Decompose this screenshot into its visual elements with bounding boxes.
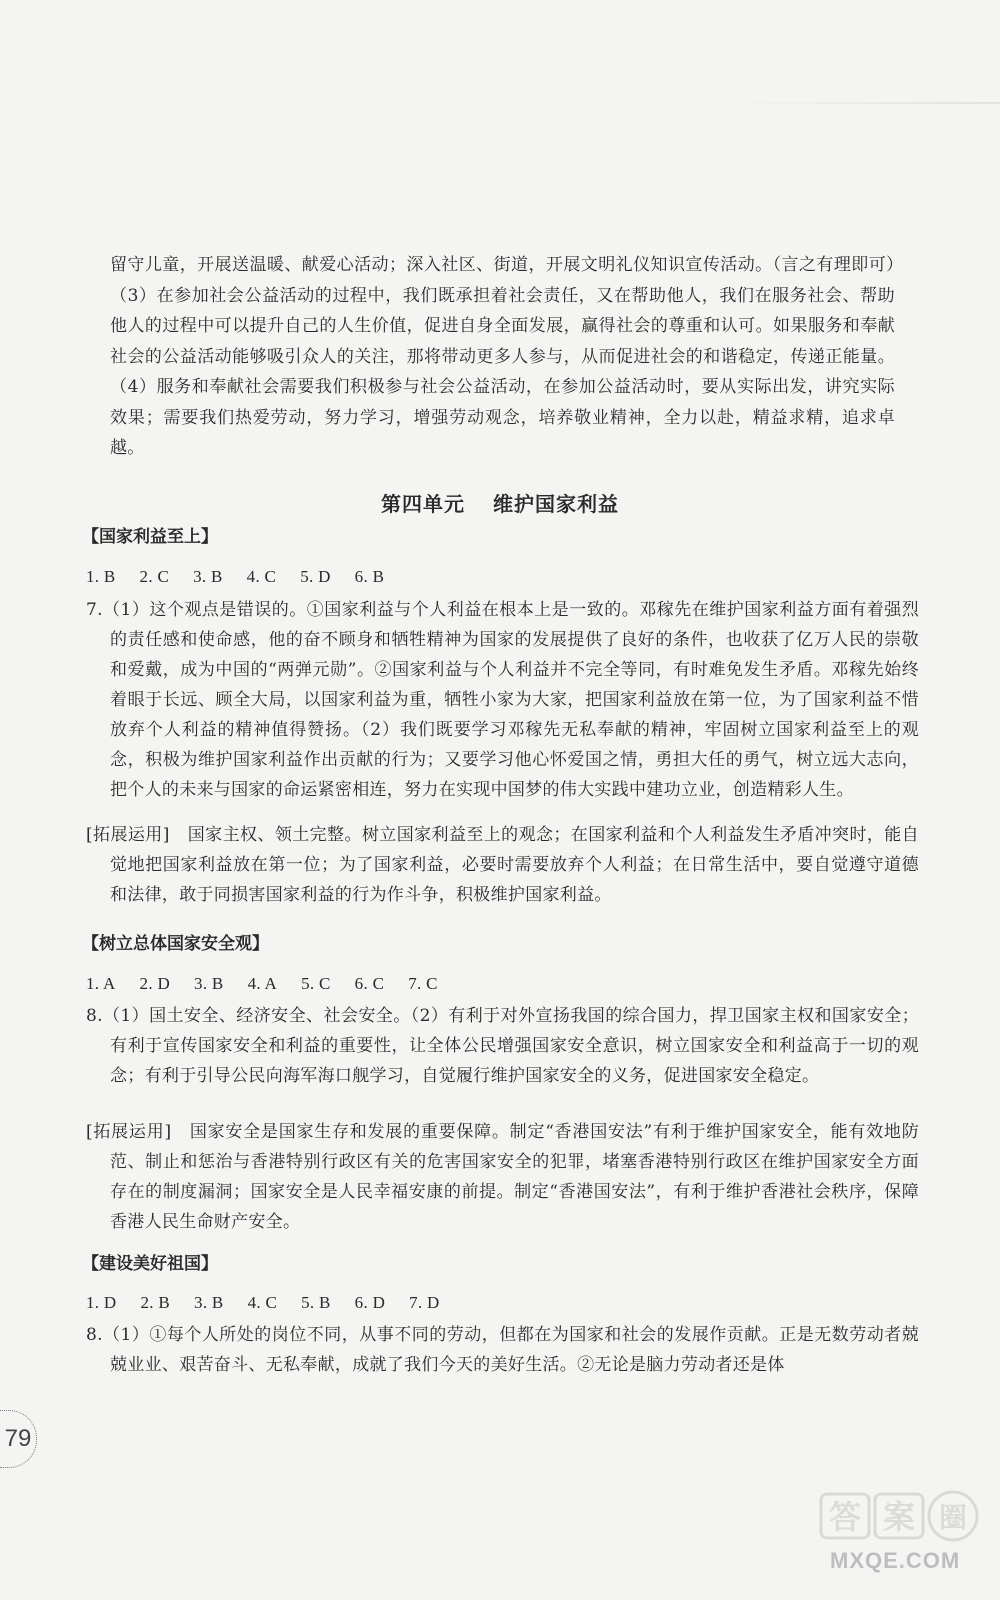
- choice-answer: 5. B: [301, 1293, 331, 1312]
- unit-title: [0, 488, 1000, 517]
- answer-paragraph: 8.（1）国土安全、经济安全、社会安全。（2）有利于对外宣扬我国的综合国力，捍卫国家主权和国家安全；有利于宣传国家安全和利益的重要性，让全体公民增强国家安全意识，树立国家安全和利益高于一切的观念；有利于引导公民向海军海口舰学习，自觉履行维护国家安全的义务，促进国家安全稳定。: [86, 1006, 919, 1086]
- answer-paragraph: 8.（1）①每个人所处的岗位不同，从事不同的劳动，但都在为国家和社会的发展作贡献。正是无数劳动者兢兢业业、艰苦奋斗、无私奉献，成就了我们今天的美好生活。②无论是脑力劳动者还是体: [86, 1325, 919, 1375]
- choice-answer: 5. D: [300, 567, 331, 586]
- section-heading-national-interest: 【国家利益至上】: [82, 527, 218, 547]
- choice-answer: 4. C: [247, 1293, 278, 1312]
- choice-answer: 1. D: [86, 1293, 117, 1312]
- extension-paragraph: [86, 1117, 919, 1237]
- extension-text: 国家安全是国家生存和发展的重要保障。制定“香港国安法”有利于维护国家安全，能有效地防范、制止和惩治与香港特别行政区有关的危害国家安全的犯罪，堵塞香港特别行政区在维护国家安全方面存在的制度漏洞；国家安全是人民幸福安康的前提。制定“香港国安法”，有利于维护香港社会秩序，保障香港人民生命财产安全。: [110, 1122, 919, 1232]
- choice-answer: 1. B: [86, 567, 116, 586]
- choice-answer: 2. B: [140, 1293, 171, 1312]
- choice-answers-row: [86, 1293, 464, 1313]
- watermark-logo: [815, 1486, 985, 1591]
- choice-answer: 1. A: [86, 974, 116, 993]
- section-heading-security: 【树立总体国家安全观】: [82, 934, 269, 954]
- choice-answer: 2. C: [139, 567, 170, 586]
- extension-paragraph: [86, 820, 919, 910]
- intro-paragraph: 留守儿童，开展送温暖、献爱心活动；深入社区、街道，开展文明礼仪知识宣传活动。（言之有理即可）（3）在参加社会公益活动的过程中，我们既承担着社会责任，又在帮助他人，我们在服务社会、帮助他人的过程中可以提升自己的人生价值，促进自身全面发展，赢得社会的尊重和认可。如果服务和奉献社会的公益活动能够吸引众人的关注，那将带动更多人参与，从而促进社会的和谐稳定，传递正能量。（4）服务和奉献社会需要我们积极参与社会公益活动，在参加公益活动时，要从实际出发，讲究实际效果；需要我们热爱劳动，努力学习，增强劳动观念，培养敬业精神，全力以赴，精益求精，追求卓越。: [110, 255, 895, 458]
- choice-answer: 3. B: [194, 1293, 224, 1312]
- choice-answers-row: [86, 974, 462, 994]
- page-number: 79: [0, 1410, 37, 1468]
- section-heading-build-motherland: 【建设美好祖国】: [82, 1254, 218, 1274]
- choice-answer: 6. D: [354, 1293, 386, 1312]
- svg-text:答: 答: [828, 1498, 862, 1536]
- extension-label: [拓展运用]: [86, 825, 170, 845]
- choice-answer: 6. C: [354, 974, 385, 993]
- choice-answer: 7. C: [408, 974, 438, 993]
- choice-answer: 4. C: [246, 567, 277, 586]
- scan-edge-shadow: [720, 102, 1000, 104]
- choice-answer: 6. B: [354, 567, 385, 586]
- choice-answer: 5. C: [301, 974, 331, 993]
- choice-answer: 7. D: [409, 1293, 440, 1312]
- choice-answer: 3. B: [194, 974, 224, 993]
- choice-answer: 2. D: [139, 974, 171, 993]
- extension-text: 国家主权、领土完整。树立国家利益至上的观念；在国家利益和个人利益发生矛盾冲突时，能自觉地把国家利益放在第一位；为了国家利益，必要时需要放弃个人利益；在日常生活中，要自觉遵守道德和法律，敢于同损害国家利益的行为作斗争，积极维护国家利益。: [110, 825, 919, 905]
- svg-text:案: 案: [882, 1498, 916, 1536]
- unit-title-name: 维护国家利益: [493, 492, 619, 516]
- watermark-site: MXQE.COM: [830, 1548, 961, 1573]
- unit-title-number: 第四单元: [381, 492, 465, 516]
- extension-label: [拓展运用]: [86, 1122, 172, 1142]
- choice-answer: 4. A: [247, 974, 278, 993]
- answer-paragraph: 7.（1）这个观点是错误的。①国家利益与个人利益在根本上是一致的。邓稼先在维护国家利益方面有着强烈的责任感和使命感，他的奋不顾身和牺牲精神为国家的发展提供了良好的条件，也收获了亿万人民的崇敬和爱戴，成为中国的“两弹元勋”。②国家利益与个人利益并不完全等同，有时难免发生矛盾。邓稼先始终着眼于长远、顾全大局，以国家利益为重，牺牲小家为大家，把国家利益放在第一位，为了国家利益不惜放弃个人利益的精神值得赞扬。（2）我们既要学习邓稼先无私奉献的精神，牢固树立国家利益至上的观念，积极为维护国家利益作出贡献的行为；又要学习他心怀爱国之情，勇担大任的勇气，树立远大志向，把个人的未来与国家的命运紧密相连，努力在实现中国梦的伟大实践中建功立业，创造精彩人生。: [86, 600, 919, 800]
- choice-answer: 3. B: [193, 567, 223, 586]
- choice-answers-row: [86, 567, 408, 587]
- svg-text:圈: 圈: [938, 1501, 968, 1534]
